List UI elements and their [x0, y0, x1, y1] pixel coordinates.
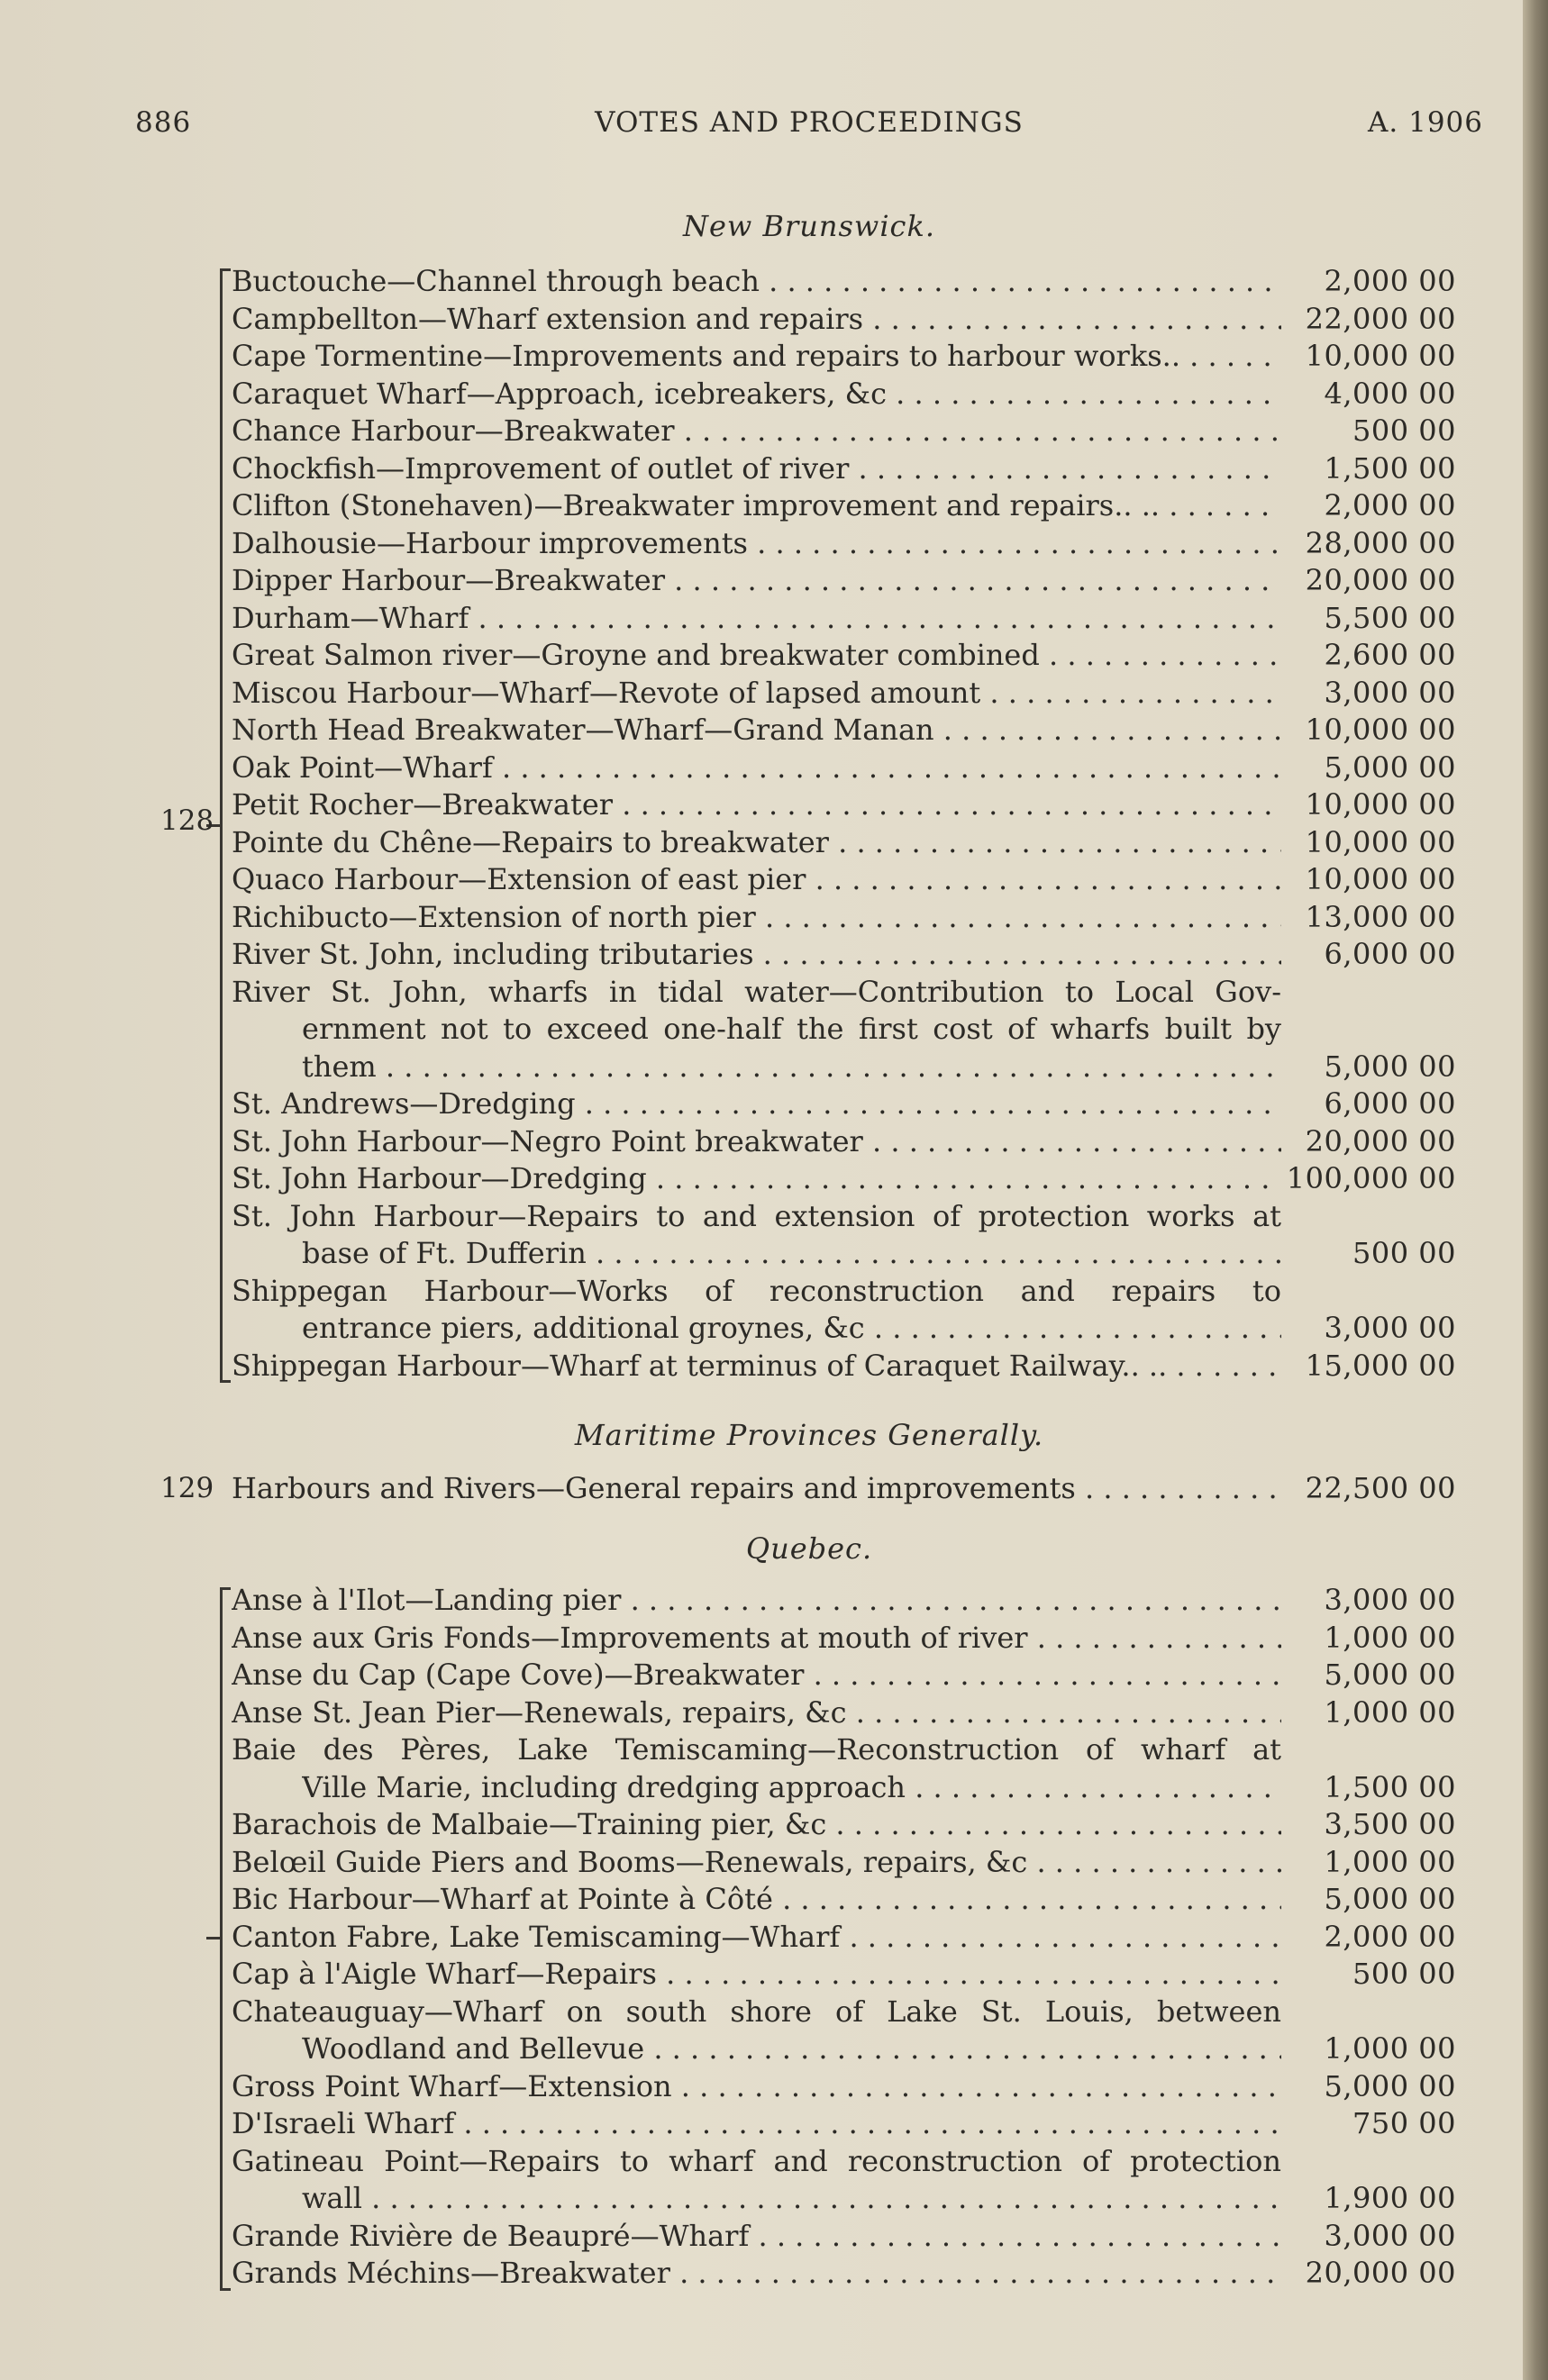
entry-amount: 28,000 00 — [1305, 525, 1456, 560]
entry-text: River St. John, including tributaries — [232, 938, 754, 970]
entry-amount: 5,000 00 — [1324, 1658, 1456, 1692]
entry-line — [232, 303, 1281, 335]
entry-amount: 1,500 00 — [1324, 1769, 1456, 1804]
entry-line — [232, 564, 1281, 596]
entry-text: Anse à l'Ilot—Landing pier — [232, 1584, 622, 1616]
entry-text: North Head Breakwater—Wharf—Grand Manan — [232, 713, 934, 746]
entry-text: Petit Rocher—Breakwater — [232, 788, 614, 821]
page-header — [135, 106, 1483, 142]
entry-line — [232, 677, 1281, 709]
entry-amount: 3,000 00 — [1324, 1311, 1456, 1345]
entry-amount: 5,000 00 — [1324, 1049, 1456, 1084]
entry-text: St. John Harbour—Negro Point breakwater — [232, 1124, 863, 1158]
entry-amount: 15,000 00 — [1305, 1348, 1456, 1383]
entry-text: Gross Point Wharf—Extension — [232, 2069, 672, 2103]
entry-line — [232, 1733, 1281, 1766]
entry-line — [232, 1621, 1281, 1654]
entry-text: Clifton (Stonehaven)—Breakwater improvement and repairs.. .. — [232, 489, 1161, 522]
entry-line — [232, 2070, 1281, 2103]
entry-text: Durham—Wharf — [232, 601, 469, 634]
entry-line — [232, 901, 1281, 933]
entry-text: Shippegan Harbour—Wharf at terminus of Caraquet Railway.. .. — [232, 1349, 1168, 1382]
entry-line — [232, 1200, 1281, 1232]
entry-amount: 3,000 00 — [1324, 1583, 1456, 1617]
entry-amount: 2,000 00 — [1324, 488, 1456, 522]
entry-line — [232, 1958, 1281, 1990]
entry-text: St. John Harbour—Repairs to and extension of protection works at — [232, 1199, 1281, 1232]
entry-line — [232, 2107, 1281, 2139]
entry-amount: 3,000 00 — [1324, 2218, 1456, 2253]
entry-text: Ville Marie, including dredging approach — [302, 1770, 906, 1803]
entry-text: Oak Point—Wharf — [232, 750, 493, 784]
entry-line — [232, 751, 1281, 784]
entry-line — [232, 340, 1281, 372]
entry-continuation-line — [302, 1050, 1281, 1083]
entry-amount: 2,000 00 — [1324, 1919, 1456, 1954]
entry-text: base of Ft. Dufferin — [302, 1237, 587, 1269]
entry-line — [232, 489, 1281, 522]
entry-amount: 13,000 00 — [1305, 899, 1456, 934]
entry-text: Richibucto—Extension of north pier — [232, 900, 756, 933]
entry-line — [232, 1472, 1281, 1504]
entry-text: Anse du Cap (Cape Cove)—Breakwater — [232, 1658, 805, 1691]
entry-line — [232, 1995, 1281, 2028]
entry-text: Gatineau Point—Repairs to wharf and reconstruction of protection — [232, 2144, 1281, 2177]
entry-text: entrance piers, additional groynes, &c — [302, 1312, 865, 1344]
entry-line — [232, 2257, 1281, 2289]
entry-line — [232, 452, 1281, 485]
entry-amount: 4,000 00 — [1324, 376, 1456, 411]
entry-amount: 1,000 00 — [1324, 1620, 1456, 1655]
entry-amount: 6,000 00 — [1324, 937, 1456, 971]
entry-amount: 1,000 00 — [1324, 2031, 1456, 2066]
entry-line — [232, 1846, 1281, 1878]
bracket-brace-point — [206, 1937, 221, 1939]
entry-text: St. John Harbour—Dredging — [232, 1162, 647, 1195]
entry-text: Buctouche—Channel through beach — [232, 265, 760, 297]
entry-line — [232, 976, 1281, 1008]
entry-amount: 5,000 00 — [1324, 2068, 1456, 2103]
entry-text: Pointe du Chêne—Repairs to breakwater — [232, 825, 829, 858]
entry-text: Dipper Harbour—Breakwater — [232, 564, 665, 596]
entry-amount: 20,000 00 — [1305, 1123, 1456, 1158]
entry-text: Great Salmon river—Groyne and breakwater combined — [232, 639, 1040, 671]
entry-line — [232, 1696, 1281, 1729]
entry-line — [232, 1125, 1281, 1158]
entry-amount: 5,000 00 — [1324, 1882, 1456, 1916]
entry-amount: 1,500 00 — [1324, 450, 1456, 486]
entry-text: Quaco Harbour—Extension of east pier — [232, 863, 806, 895]
entry-text: Chockfish—Improvement of outlet of river — [232, 451, 850, 485]
entry-line — [232, 602, 1281, 634]
entry-line — [232, 1808, 1281, 1840]
entry-amount: 3,000 00 — [1324, 675, 1456, 710]
entry-amount: 10,000 00 — [1305, 713, 1456, 747]
entry-line — [232, 788, 1281, 821]
entry-amount: 1,900 00 — [1324, 2181, 1456, 2215]
entry-amount: 22,500 00 — [1305, 1471, 1456, 1505]
entry-text: Anse St. Jean Pier—Renewals, repairs, &c — [232, 1695, 847, 1729]
entry-continuation-line — [302, 2182, 1281, 2214]
entry-line — [232, 1275, 1281, 1307]
entry-text: Canton Fabre, Lake Temiscaming—Wharf — [232, 1920, 841, 1953]
vote-number: 129 — [160, 1472, 214, 1504]
entry-amount: 22,000 00 — [1305, 301, 1456, 336]
entry-text: River St. John, wharfs in tidal water—Contribution to Local Gov- — [232, 975, 1281, 1008]
entry-continuation-line — [302, 1237, 1281, 1269]
entry-line — [232, 1883, 1281, 1915]
entry-line — [232, 1658, 1281, 1691]
entry-amount: 10,000 00 — [1305, 824, 1456, 859]
entry-line — [232, 863, 1281, 895]
entry-continuation-line — [302, 1312, 1281, 1344]
entry-amount: 10,000 00 — [1305, 862, 1456, 896]
entry-continuation-line — [302, 1771, 1281, 1803]
entry-text: Campbellton—Wharf extension and repairs — [232, 302, 864, 335]
entry-amount: 10,000 00 — [1305, 787, 1456, 822]
entry-text: Shippegan Harbour—Works of reconstruction and repairs to — [232, 1274, 1281, 1307]
entry-line — [232, 938, 1281, 970]
entry-text: Harbours and Rivers—General repairs and improvements — [232, 1472, 1076, 1504]
entry-amount: 500 00 — [1352, 1236, 1456, 1270]
entry-amount: 750 00 — [1352, 2106, 1456, 2140]
section-heading: New Brunswick. — [682, 209, 936, 243]
entry-amount: 3,500 00 — [1324, 1807, 1456, 1841]
entry-amount: 100,000 00 — [1286, 1161, 1456, 1195]
entry-amount: 1,000 00 — [1324, 1694, 1456, 1730]
entry-text: Bic Harbour—Wharf at Pointe à Côté — [232, 1883, 773, 1915]
entry-text: St. Andrews—Dredging — [232, 1087, 576, 1120]
vote-number: 128 — [160, 804, 214, 837]
entry-text: Cape Tormentine—Improvements and repairs to harbour works.. — [232, 340, 1180, 372]
entry-line — [232, 1087, 1281, 1120]
section-heading: Maritime Provinces Generally. — [574, 1418, 1044, 1452]
session-year: A. 1906 — [1368, 106, 1483, 139]
entry-text: Anse aux Gris Fonds—Improvements at mouth of river — [232, 1621, 1028, 1654]
entry-text: Woodland and Bellevue — [302, 2032, 645, 2065]
entry-line — [232, 414, 1281, 447]
entry-text: Grande Rivière de Beaupré—Wharf — [232, 2219, 750, 2252]
entry-text: D'Israeli Wharf — [232, 2107, 455, 2139]
entry-text: Chateauguay—Wharf on south shore of Lake St. Louis, between — [232, 1994, 1281, 2028]
entry-text: Caraquet Wharf—Approach, icebreakers, &c — [232, 377, 887, 410]
entry-amount: 10,000 00 — [1305, 339, 1456, 373]
entry-text: Cap à l'Aigle Wharf—Repairs — [232, 1958, 657, 1990]
entry-amount: 6,000 00 — [1324, 1086, 1456, 1121]
book-spine-shadow — [1523, 0, 1548, 2380]
entry-amount: 20,000 00 — [1305, 2256, 1456, 2290]
entry-amount: 500 00 — [1352, 1957, 1456, 1991]
entry-continuation-line — [302, 1013, 1281, 1045]
entry-text: Barachois de Malbaie—Training pier, &c — [232, 1808, 827, 1840]
entry-amount: 2,000 00 — [1324, 264, 1456, 298]
entry-text: wall — [302, 2182, 362, 2214]
entry-line — [232, 1162, 1281, 1195]
entry-text: ernment not to exceed one-half the first cost of wharfs built by — [302, 1013, 1281, 1045]
entry-amount: 2,600 00 — [1324, 638, 1456, 672]
entry-amount: 5,500 00 — [1324, 600, 1456, 635]
entry-text: Miscou Harbour—Wharf—Revote of lapsed amount — [232, 676, 981, 709]
entry-line — [232, 265, 1281, 297]
bracket-brace — [220, 268, 237, 1383]
entry-text: Chance Harbour—Breakwater — [232, 414, 675, 447]
entry-text: Grands Méchins—Breakwater — [232, 2257, 670, 2289]
page-number: 886 — [135, 106, 192, 139]
entry-amount: 1,000 00 — [1324, 1844, 1456, 1879]
entry-line — [232, 1921, 1281, 1953]
entry-amount: 500 00 — [1352, 413, 1456, 448]
entry-text: Dalhousie—Harbour improvements — [232, 526, 748, 559]
entry-line — [232, 1584, 1281, 1616]
section-heading: Quebec. — [745, 1531, 873, 1566]
running-title: VOTES AND PROCEEDINGS — [595, 106, 1024, 139]
entry-line — [232, 2145, 1281, 2177]
bracket-brace — [220, 1587, 237, 2291]
entry-line — [232, 377, 1281, 410]
entry-amount: 20,000 00 — [1305, 563, 1456, 597]
entry-line — [232, 1349, 1281, 1382]
entry-line — [232, 639, 1281, 671]
entry-amount: 5,000 00 — [1324, 749, 1456, 785]
entry-text: Baie des Pères, Lake Temiscaming—Reconstruction of wharf at — [232, 1733, 1281, 1766]
entry-line — [232, 826, 1281, 858]
entry-line — [232, 527, 1281, 559]
entry-text: them — [302, 1049, 377, 1083]
entry-text: Belœil Guide Piers and Booms—Renewals, repairs, &c — [232, 1845, 1028, 1878]
entry-line — [232, 2220, 1281, 2252]
entry-line — [232, 713, 1281, 746]
entry-continuation-line — [302, 2032, 1281, 2065]
